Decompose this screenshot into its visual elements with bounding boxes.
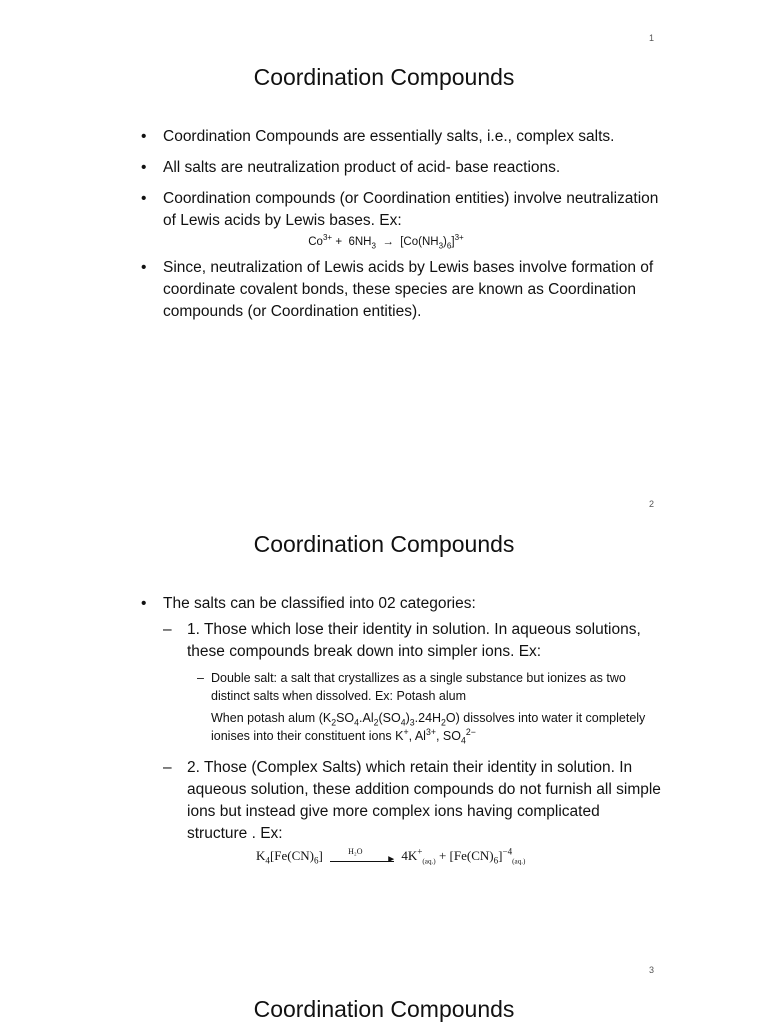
ferrocyanide-equation: $K_4[Fe(CN)_6]$ H₂O ► $4K^+_{(aq.)} + [Fe(CN)_6]^{-4}_{(aq.)}$ xyxy=(256,846,526,866)
list-item: • The salts can be classified into 02 categories: xyxy=(141,595,476,612)
list-item: • Since, neutralization of Lewis acids by Lewis bases involve formation of coordinate covalent bonds, these species are known as Coordination compounds (or Coordination entities). xyxy=(141,259,654,320)
page-number-1: 1 xyxy=(648,33,654,43)
category-2: – 2. Those (Complex Salts) which retain their identity in solution. In aqueous solution, these addition compounds do not furnish all simple ions but instead give more complex ions having complicated structure . Ex: xyxy=(163,759,661,842)
slide-1-title: Coordination Compounds xyxy=(253,64,515,90)
list-item: • Coordination compounds (or Coordination entities) involve neutralization of Lewis acids by Lewis bases. Ex: xyxy=(141,190,659,229)
reaction-arrow: H₂O ► xyxy=(330,853,394,862)
page-number-3: 3 xyxy=(648,965,654,975)
list-item: • Coordination Compounds are essentially salts, i.e., complex salts. xyxy=(141,128,615,145)
potash-alum-text: When potash alum $(K_2SO_4.Al_2(SO_4)_3.24H_2O)$ dissolves into water it completely ionises into their constituent ions K+, $Al^{3+}$, $SO_4^{2-}$ xyxy=(211,711,646,746)
double-salt-item: – Double salt: a salt that crystallizes as a single substance but ionizes as two distinct salts when dissolved. Ex: Potash alum xyxy=(197,671,626,703)
reaction-equation: $Co^{3+} + 6NH_3 \to [Co(NH_3)_6]^{3+}$ xyxy=(308,233,464,251)
slide-3-title: Coordination Compounds xyxy=(253,996,515,1022)
slide-1-bullet-list xyxy=(141,126,661,332)
list-item: • All salts are neutralization product of acid- base reactions. xyxy=(141,159,561,176)
slide-2-title: Coordination Compounds xyxy=(253,531,515,557)
category-1: – 1. Those which lose their identity in solution. In aqueous solutions, these compounds break down into simpler ions. Ex: xyxy=(163,621,641,660)
slide-2-content xyxy=(141,593,661,851)
page-number-2: 2 xyxy=(648,499,654,509)
